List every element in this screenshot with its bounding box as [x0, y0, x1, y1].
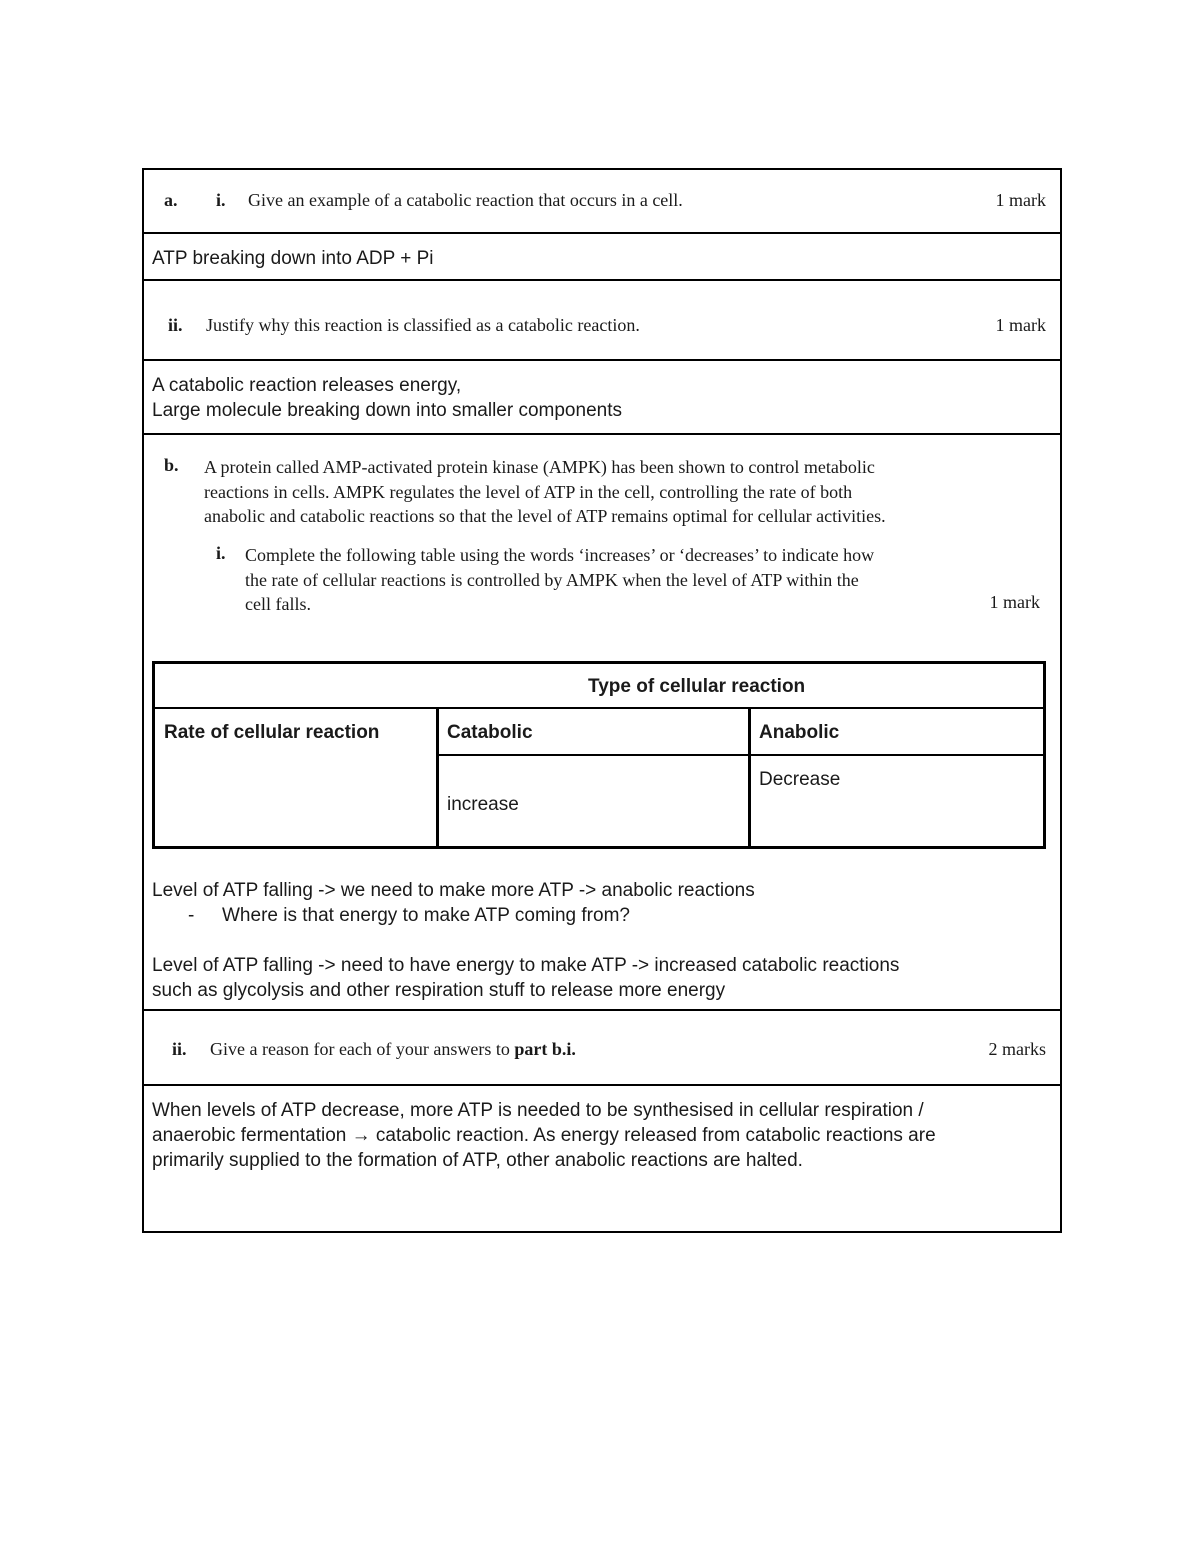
question-a-i-text: Give an example of a catabolic reaction that occurs in a cell.	[248, 190, 683, 210]
question-b-i-line-1: Complete the following table using the words ‘increases’ or ‘decreases’ to indicate how	[245, 545, 875, 565]
notes-bullet-text: Where is that energy to make ATP coming from?	[222, 905, 630, 926]
question-b-ii-bold: part b.i.	[514, 1039, 576, 1059]
table-divider	[155, 707, 1043, 709]
question-a-ii-row	[144, 281, 1060, 361]
notes-bullet	[152, 903, 1032, 928]
answer-b-ii[interactable]	[144, 1086, 1060, 1231]
answer-a-ii[interactable]	[144, 361, 1060, 435]
question-a-i-marks: 1 mark	[995, 190, 1046, 210]
notes-spacer	[152, 928, 1032, 953]
question-b-ii-prefix: Give a reason for each of your answers to	[210, 1039, 515, 1059]
question-b-ii-label: ii.	[172, 1039, 187, 1059]
catabolic-answer-cell[interactable]: increase	[447, 794, 519, 815]
question-a-ii-label: ii.	[168, 315, 183, 335]
part-b-stem	[204, 455, 984, 529]
answer-a-ii-line-2: Large molecule breaking down into smaller components	[152, 400, 622, 421]
question-a-i-label: i.	[216, 190, 226, 210]
question-a-ii-marks: 1 mark	[995, 315, 1046, 335]
table-divider	[438, 754, 1043, 756]
question-b-i-label: i.	[216, 543, 226, 563]
part-b-stem-line-1: A protein called AMP-activated protein kinase (AMPK) has been shown to control metabolic	[204, 457, 875, 477]
question-b-ii-text	[210, 1039, 576, 1060]
table-divider	[436, 709, 439, 846]
anabolic-column-header: Anabolic	[759, 722, 840, 743]
part-b-section	[144, 435, 1060, 1011]
answer-a-i-text: ATP breaking down into ADP + Pi	[152, 248, 434, 269]
anabolic-answer-cell[interactable]: Decrease	[759, 769, 841, 790]
answer-b-ii-line-2: anaerobic fermentation → catabolic reaction. As energy released from catabolic reactions are	[152, 1125, 936, 1146]
notes-line-1: Level of ATP falling -> we need to make more ATP -> anabolic reactions	[152, 880, 755, 901]
part-b-stem-line-3: anabolic and catabolic reactions so that the level of ATP remains optimal for cellular activities.	[204, 506, 886, 526]
answer-a-i[interactable]	[144, 234, 1060, 281]
answer-a-ii-line-1: A catabolic reaction releases energy,	[152, 375, 462, 396]
part-b-label: b.	[164, 455, 179, 475]
part-b-notes[interactable]	[152, 878, 1032, 1003]
type-of-reaction-header: Type of cellular reaction	[588, 676, 806, 697]
question-b-i-marks: 1 mark	[989, 592, 1040, 612]
notes-bullet-dash: -	[188, 905, 195, 926]
question-b-i-text	[245, 543, 965, 617]
catabolic-column-header: Catabolic	[447, 722, 533, 743]
question-a-i-row	[144, 170, 1060, 234]
ampk-table	[152, 661, 1046, 849]
question-b-ii-marks: 2 marks	[988, 1039, 1046, 1059]
table-divider	[748, 709, 751, 846]
worksheet-table	[142, 168, 1062, 1233]
notes-line-3: Level of ATP falling -> need to have energy to make ATP -> increased catabolic reactions	[152, 955, 900, 976]
question-b-i-line-2: the rate of cellular reactions is controlled by AMPK when the level of ATP within the	[245, 569, 859, 590]
question-b-i-line-3: cell falls.	[245, 594, 311, 614]
part-b-stem-line-2: reactions in cells. AMPK regulates the level of ATP in the cell, controlling the rate of both	[204, 481, 853, 502]
answer-b-ii-line-3: primarily supplied to the formation of ATP, other anabolic reactions are halted.	[152, 1150, 803, 1171]
question-a-ii-text: Justify why this reaction is classified as a catabolic reaction.	[206, 315, 640, 335]
rate-row-header: Rate of cellular reaction	[164, 722, 380, 743]
notes-line-4: such as glycolysis and other respiration stuff to release more energy	[152, 980, 726, 1001]
question-b-ii-row	[144, 1011, 1060, 1086]
part-a-label: a.	[164, 190, 178, 210]
answer-b-ii-line-1: When levels of ATP decrease, more ATP is needed to be synthesised in cellular respiration /	[152, 1100, 924, 1121]
